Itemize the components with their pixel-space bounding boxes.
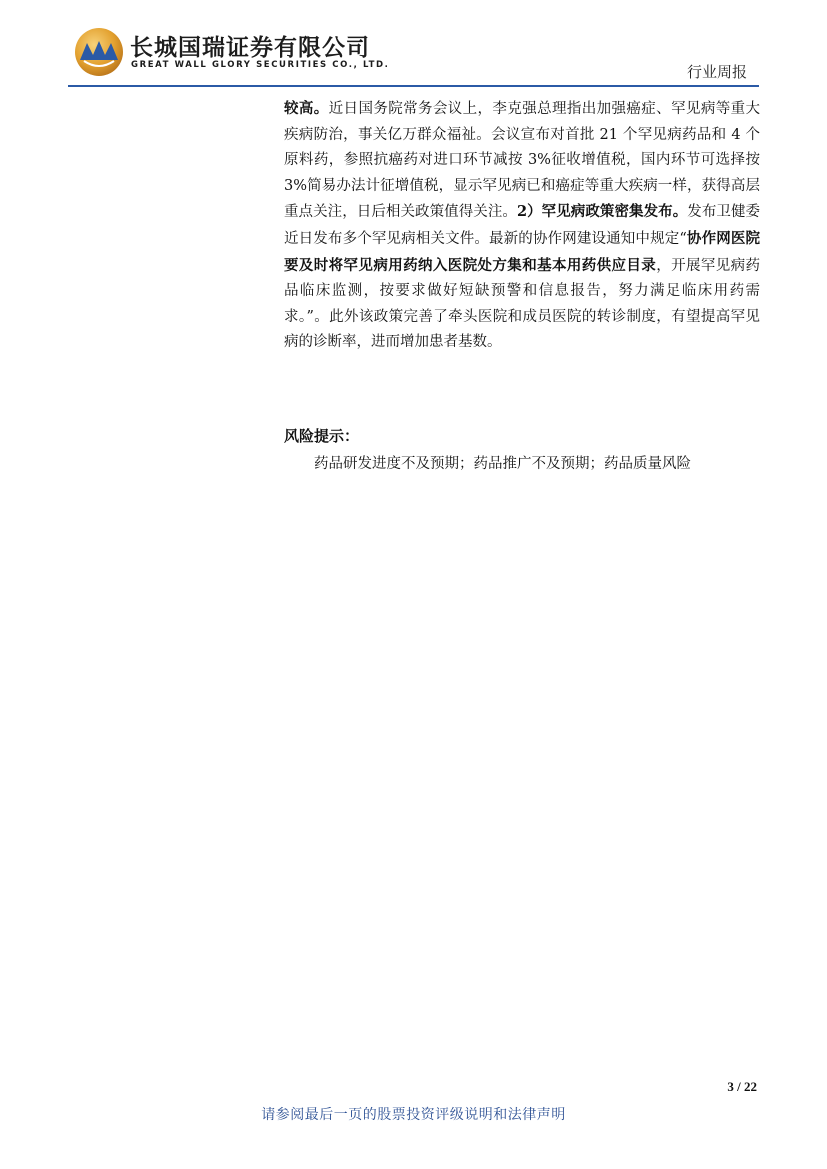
p2-tail: ，开展罕见病药品临床监测，按要求做好短缺预警和信息报告，努力满足临床用药需求。”。此外该政策完善了牵头医院和成员医院的转诊制度，有望提高罕见病的诊断率，进而增加患者基数。 [284,257,761,351]
p2-heading: 2）罕见病政策密集发布。 [516,203,688,221]
great-wall-glory-logo-icon [74,27,124,77]
company-name-en: GREAT WALL GLORY SECURITIES CO., LTD. [131,60,390,70]
body-paragraph [284,96,760,356]
risk-title: 风险提示： [284,427,360,445]
page-number: 3 / 22 [727,1079,757,1094]
header-divider [68,85,759,87]
p1-text: 近日国务院常务会议上，李克强总理指出加强癌症、罕见病等重大疾病防治，事关亿万群众福祉。会议宣布对首批 21 个罕见病药品和 4 个原料药，参照抗癌药对进口环节减按 3%征收增值税，国内环节可选择按 3%简易办法计征增值税，显示罕见病已和癌症等重大疾病一样，获得高层重点关注，日后相关政策值得关注。 [284,101,761,221]
report-type: 行业周报 [686,63,747,81]
footer-disclaimer: 请参阅最后一页的股票投资评级说明和法律声明 [261,1107,566,1123]
p1-lead: 较高。 [284,100,329,117]
p2-text: 发布卫健委近日发布多个罕见病相关文件。最新的协作网建设通知中规定“ [284,204,761,247]
risk-text: 药品研发进度不及预期；药品推广不及预期；药品质量风险 [314,456,691,472]
p2-quote: 协作网医院要及时将罕见病用药纳入医院处方集和基本用药供应目录 [284,229,760,274]
page-header [0,0,827,90]
company-name-cn: 长城国瑞证券有限公司 [130,35,370,61]
